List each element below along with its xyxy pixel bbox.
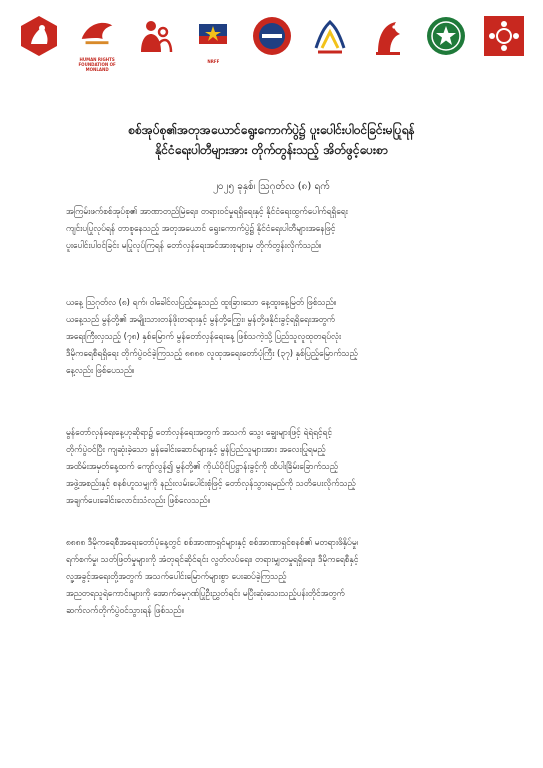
- logo-3: [130, 14, 180, 72]
- logo-6: [305, 14, 355, 72]
- logo-4-caption: NRFF: [207, 59, 220, 64]
- title-line-1: စစ်အုပ်စု၏အတုအယောင်ရွေးကောက်ပွဲ၌ ပူးပေါင်းပါဝင်ခြင်းမပြုရန်: [128, 123, 415, 137]
- hexagon-emblem-icon: [17, 14, 61, 58]
- star-flag-icon: [191, 14, 235, 58]
- logo-8: [421, 14, 471, 72]
- paragraph-4: ၈၈၈၈ ဒီမိုကရေစီအရေးတော်ပုံနေ့တွင် စစ်အာဏာရှင်များနှင့် စစ်အာဏာရှင်စနစ်၏ မတရားဖိနှိပ်မှု၊ ရက်စက်မှု၊ သတ်ဖြတ်မှုများကို အံတုရင်ဆိုင်ရင်း လွတ်လပ်ရေး၊ တရားမျှတမှုရရှိရေး၊ ဒီမိုကရေစီနှင့် လူ့အခွင့်အရေးတို့အတွက် အသက်ပေါင်းမြောက်များစွာ ပေးဆပ်ခဲ့ကြသည့် အညတရသူရဲကောင်းများကို အောက်မေ့ဂုဏ်ပြုဦးညွှတ်ရင်း မပြီးဆုံးသေးသည့်ပန်းတိုင်အတွက် ဆက်လက်တိုက်ပွဲဝင်သွားရန် ဖြစ်သည်။: [66, 537, 359, 615]
- logo-2: [72, 14, 122, 72]
- logo-5: [247, 14, 297, 72]
- title-line-2: နိုင်ငံရေးပါတီများအား တိုက်တွန်းသည့် အိတ်ဖွင့်ပေးစာ: [155, 143, 388, 157]
- logo-row: [14, 14, 529, 76]
- logo-1: [14, 14, 64, 72]
- hamsa-bird-icon: [75, 14, 119, 56]
- logo-2-caption: HUMAN RIGHTS FOUNDATION OF MONLAND: [78, 57, 116, 72]
- logo-4: [188, 14, 238, 72]
- paragraph-1: အကြမ်းဖက်စစ်အုပ်စု၏ အာဏာတည်မြဲရေး၊ တရားဝင်မှုရရှိရေးနှင့် နိုင်ငံရေးထွက်ပေါက်ရရှိရေး ကျင်းပပြုလုပ်ရန် တာစူနေသည့် အတုအယောင် ရွေးကောက်ပွဲ၌ နိုင်ငံရေးပါတီများအနေဖြင့် ပူးပေါင်းပါဝင်ခြင်း မပြုလုပ်ကြရန် တော်လှန်ရေးအင်အားစုများမှ တိုက်တွန်းလိုက်သည်။: [66, 206, 348, 250]
- raised-hands-icon: [308, 14, 352, 58]
- logo-9: [479, 14, 529, 72]
- red-square-pattern-icon: [482, 14, 526, 58]
- round-seal-icon: [250, 14, 294, 58]
- paragraph-3: မွန်တော်လှန်ရေးနေ့ဟုဆိုရာ၌ တော်လှန်ရေးအတွက် အသက် သွေး ချွေးများဖြင့် ရဲရဲရင့်ရင့် တိုက်ပွဲဝင်ပြီး ကျဆုံးခဲ့သော မွန်ခေါင်းဆောင်များနှင့် မွန်ပြည်သူများအား အလေးပြုရမည့် အထိမ်းအမှတ်နေ့ထက် ကျော်လွန်၍ မွန်တို့၏ ကိုယ်ပိုင်ပြဋ္ဌာန်းခွင့်ကို ထိပါးခြိမ်းခြောက်သည့် အဖွဲ့အစည်းနှင့် စနစ်ဟူသမျှကို နည်းလမ်းပေါင်းစုံဖြင့် တော်လှန်သွားရမည်ကို သတိပေးလိုက်သည့် အချက်ပေးခေါင်းလောင်းသံလည်း ဖြစ်လေသည်။: [66, 427, 356, 505]
- paragraph-2: ယနေ့ ဩဂုတ်လ (၈) ရက်၊ ဝါခေါင်လပြည့်နေ့သည် ထူးခြားသော နေ့ထူးနေ့မြတ် ဖြစ်သည်။ ယနေ့သည် မွန်တို့၏ အမျိုးသားတန်ဖိုးတရားနှင့် မွန်တို့ကြွေး၊ မွန်တို့ဖနိုင်းခွင့်ရရှိရေးအတွက် အရေးကြီးလှသည့် (၇၈) နှစ်မြောက် မွန်တော်လှန်ရေးနေ့ ဖြစ်သကဲ့သို့ ပြည်သူလူထုတရပ်လုံး ဒီမိုကရေစီရရှိရေး တိုက်ပွဲဝင်ခဲ့ကြသည့် ၈၈၈၈ လူထုအရေးတော်ပုံကြီး (၃၇) နှစ်ပြည့်မြောက်သည့် နေ့လည်း ဖြစ်ပေသည်။: [66, 297, 358, 375]
- red-bird-icon: [366, 14, 410, 58]
- document-title: [40, 120, 503, 160]
- document-date: ၂၀၂၅ ခုနှစ်၊ ဩဂုတ်လ (၈) ရက်: [212, 181, 330, 192]
- green-star-seal-icon: [424, 14, 468, 58]
- people-emblem-icon: [133, 14, 177, 58]
- logo-7: [363, 14, 413, 72]
